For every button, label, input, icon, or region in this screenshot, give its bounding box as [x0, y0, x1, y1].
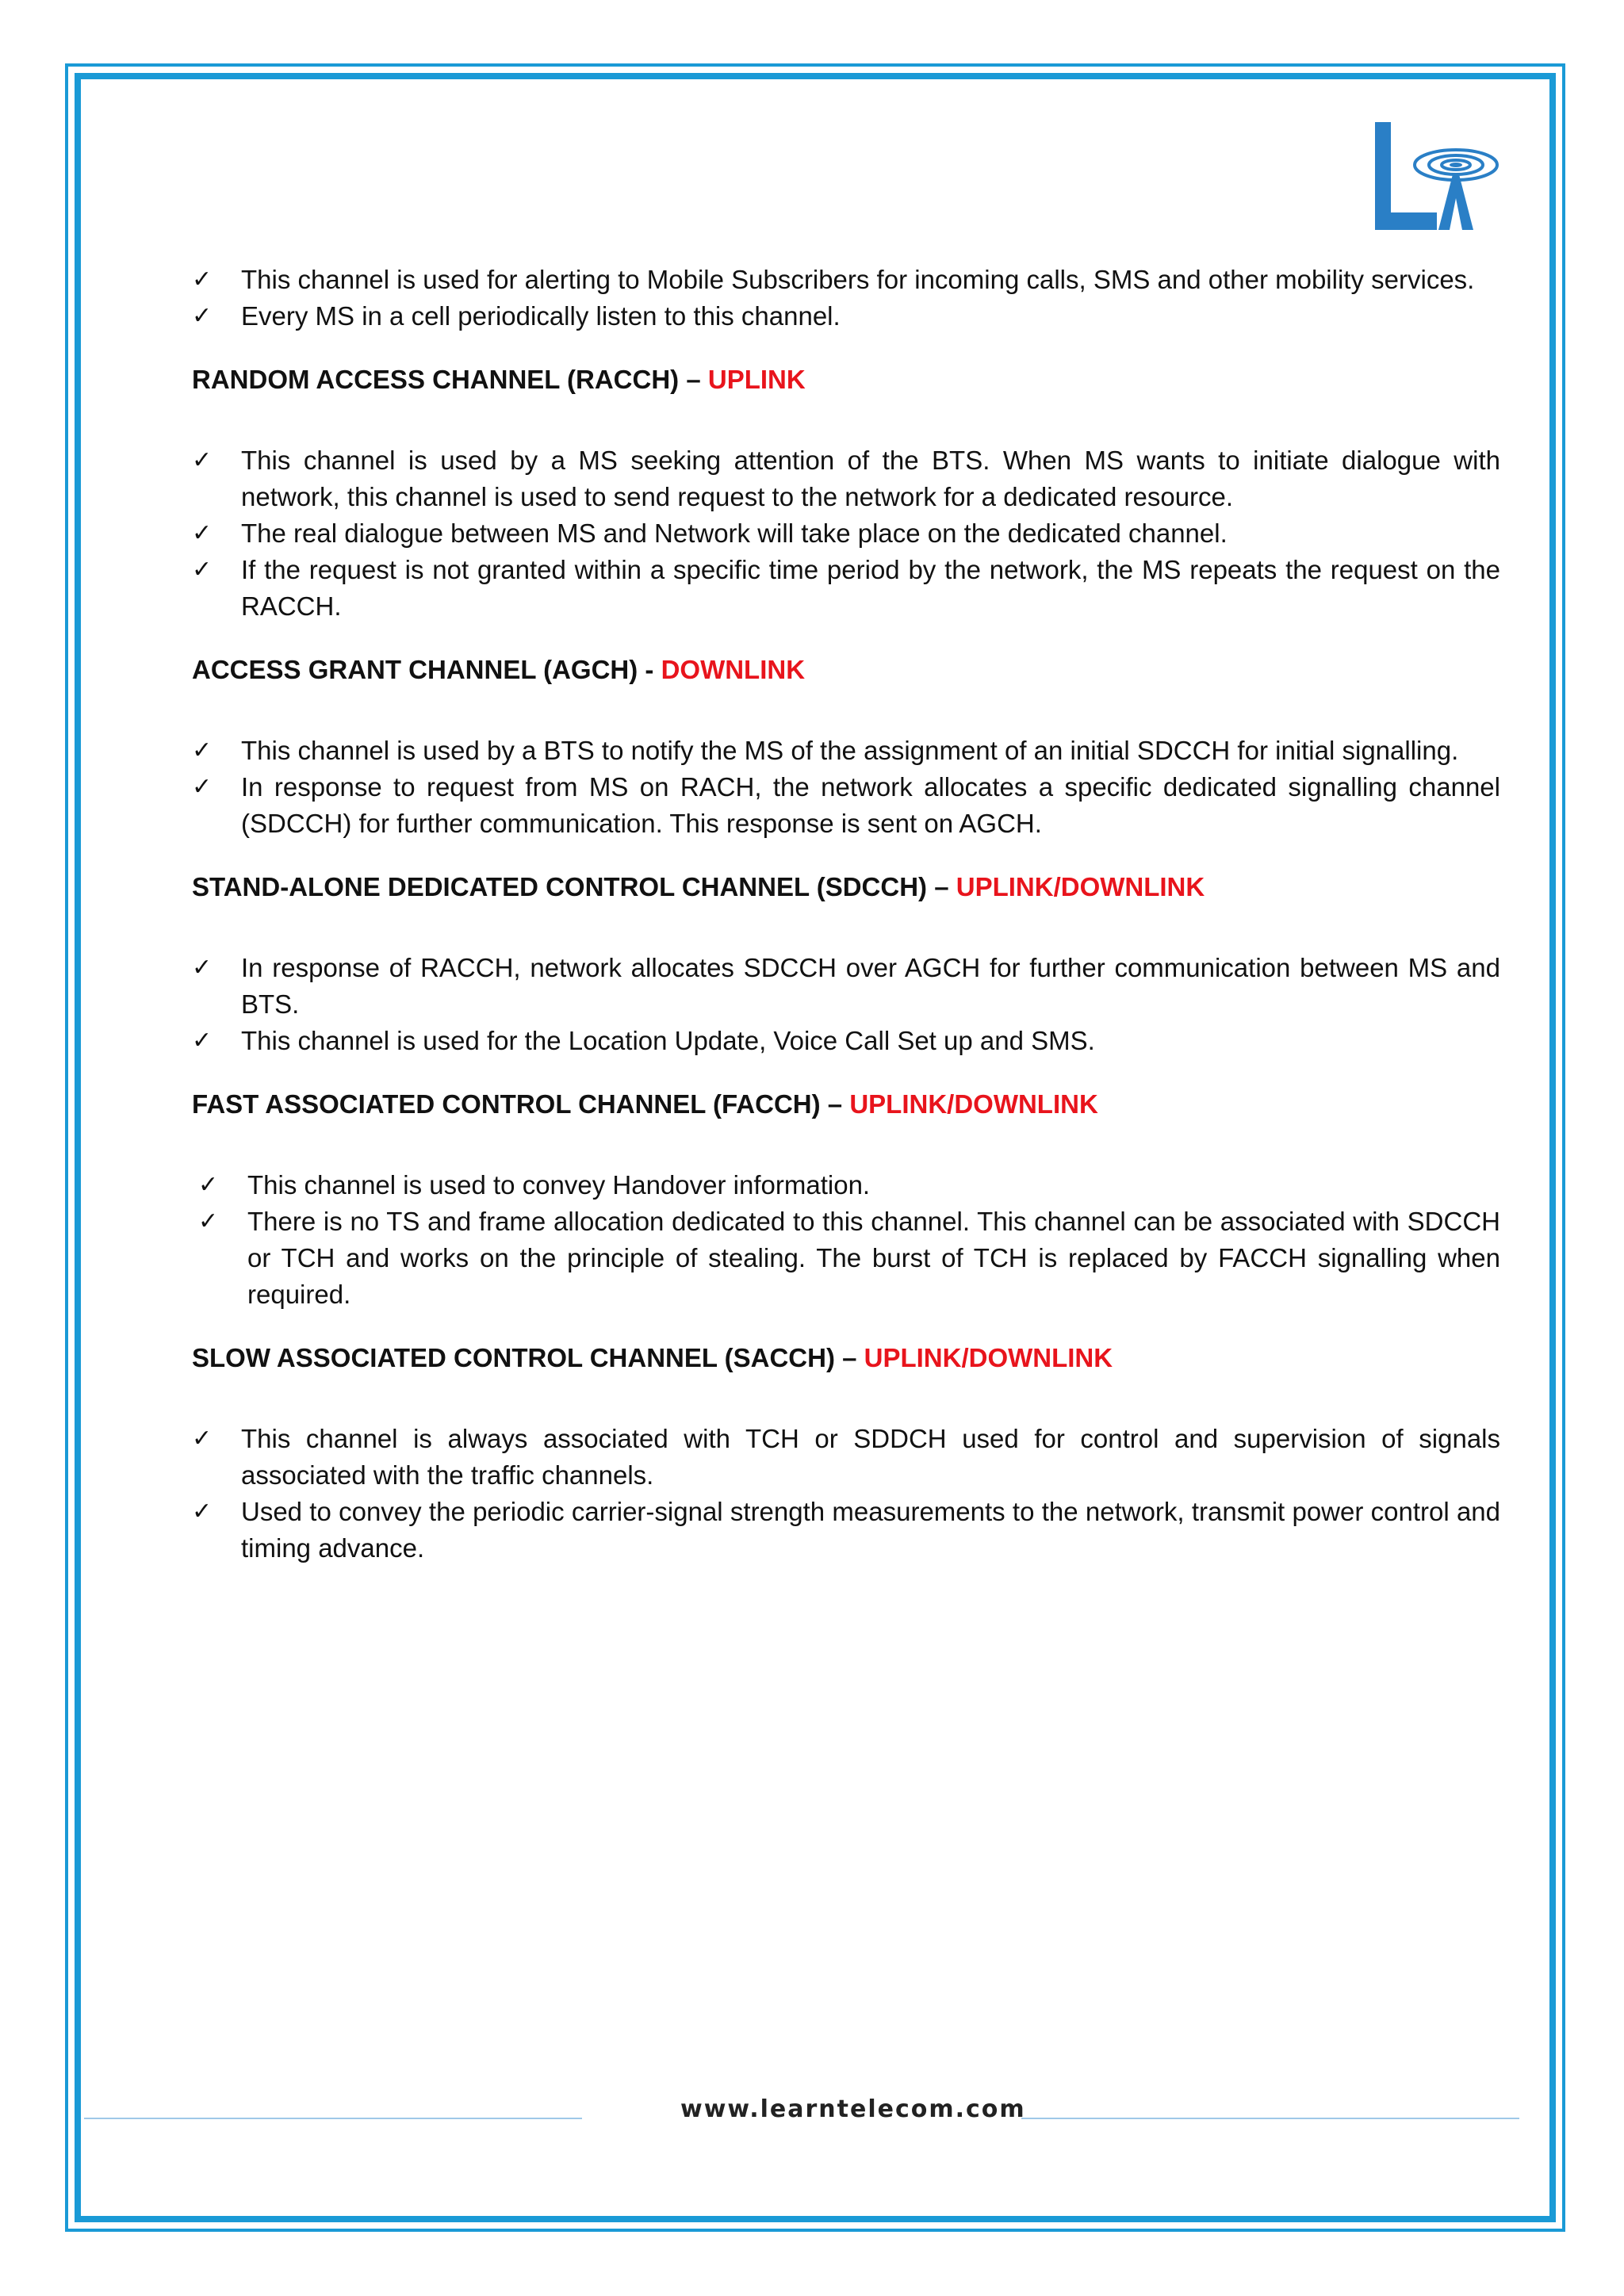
checkmark-icon: ✓ [192, 519, 213, 547]
checkmark-icon: ✓ [192, 954, 213, 982]
sdcch-bullets [192, 950, 1500, 1059]
direction-label: UPLINK/DOWNLINK [864, 1343, 1113, 1372]
list-item: ✓ Every MS in a cell periodically listen to this channel. [192, 298, 1500, 335]
list-item: ✓ This channel is used for alerting to Mobile Subscribers for incoming calls, SMS and other mobility services. [192, 262, 1500, 298]
footer-website-link[interactable]: www.learntelecom.com [680, 2095, 1026, 2123]
list-item: ✓ This channel is always associated with TCH or SDDCH used for control and supervision of signals associated with the traffic channels. [192, 1421, 1500, 1494]
checkmark-icon: ✓ [192, 302, 213, 330]
direction-label: DOWNLINK [661, 655, 806, 684]
racch-bullets [192, 442, 1500, 625]
list-item: ✓ This channel is used by a BTS to notify the MS of the assignment of an initial SDCCH for initial signalling. [192, 733, 1500, 769]
checkmark-icon: ✓ [198, 1171, 219, 1199]
checkmark-icon: ✓ [192, 446, 213, 474]
list-item: ✓ This channel is used for the Location Update, Voice Call Set up and SMS. [192, 1023, 1500, 1059]
list-item: ✓ The real dialogue between MS and Network will take place on the dedicated channel. [192, 515, 1500, 552]
list-item: ✓ This channel is used by a MS seeking attention of the BTS. When MS wants to initiate dialogue with network, this channel is used to send request to the network for a dedicated resource. [192, 442, 1500, 515]
list-item: ✓ Used to convey the periodic carrier-signal strength measurements to the network, transmit power control and timing advance. [192, 1494, 1500, 1567]
footer-divider-right [1021, 2118, 1519, 2119]
list-item: ✓ In response to request from MS on RACH, the network allocates a specific dedicated signalling channel (SDCCH) for further communication. This response is sent on AGCH. [192, 769, 1500, 842]
checkmark-icon: ✓ [192, 1027, 213, 1054]
checkmark-icon: ✓ [198, 1207, 219, 1235]
checkmark-icon: ✓ [192, 556, 213, 584]
direction-label: UPLINK [707, 365, 806, 394]
learntelecom-antenna-logo-icon [1370, 119, 1505, 234]
intro-bullets [192, 262, 1500, 335]
list-item: ✓ If the request is not granted within a specific time period by the network, the MS repeats the request on the RACCH. [192, 552, 1500, 625]
direction-label: UPLINK/DOWNLINK [849, 1089, 1098, 1119]
checkmark-icon: ✓ [192, 737, 213, 764]
list-item: ✓ In response of RACCH, network allocates SDCCH over AGCH for further communication between MS and BTS. [192, 950, 1500, 1023]
agch-bullets [192, 733, 1500, 842]
section-heading-facch: FAST ASSOCIATED CONTROL CHANNEL (FACCH) – UPLINK/DOWNLINK [192, 1089, 1098, 1119]
checkmark-icon: ✓ [192, 1425, 213, 1452]
footer-divider-left [84, 2118, 582, 2119]
section-heading-sdcch: STAND-ALONE DEDICATED CONTROL CHANNEL (SDCCH) – UPLINK/DOWNLINK [192, 872, 1205, 901]
checkmark-icon: ✓ [192, 773, 213, 801]
list-item: ✓ There is no TS and frame allocation dedicated to this channel. This channel can be associated with SDCCH or TCH and works on the principle of stealing. The burst of TCH is replaced by FACCH signalling when required. [192, 1203, 1500, 1313]
document-body [192, 262, 1500, 1567]
section-heading-agch: ACCESS GRANT CHANNEL (AGCH) - DOWNLINK [192, 655, 806, 684]
checkmark-icon: ✓ [192, 266, 213, 293]
section-heading-racch: RANDOM ACCESS CHANNEL (RACCH) – UPLINK [192, 365, 806, 394]
direction-label: UPLINK/DOWNLINK [956, 872, 1205, 901]
list-item: ✓ This channel is used to convey Handover information. [192, 1167, 1500, 1203]
facch-bullets [192, 1167, 1500, 1313]
checkmark-icon: ✓ [192, 1498, 213, 1525]
sacch-bullets [192, 1421, 1500, 1567]
section-heading-sacch: SLOW ASSOCIATED CONTROL CHANNEL (SACCH) – UPLINK/DOWNLINK [192, 1343, 1113, 1372]
